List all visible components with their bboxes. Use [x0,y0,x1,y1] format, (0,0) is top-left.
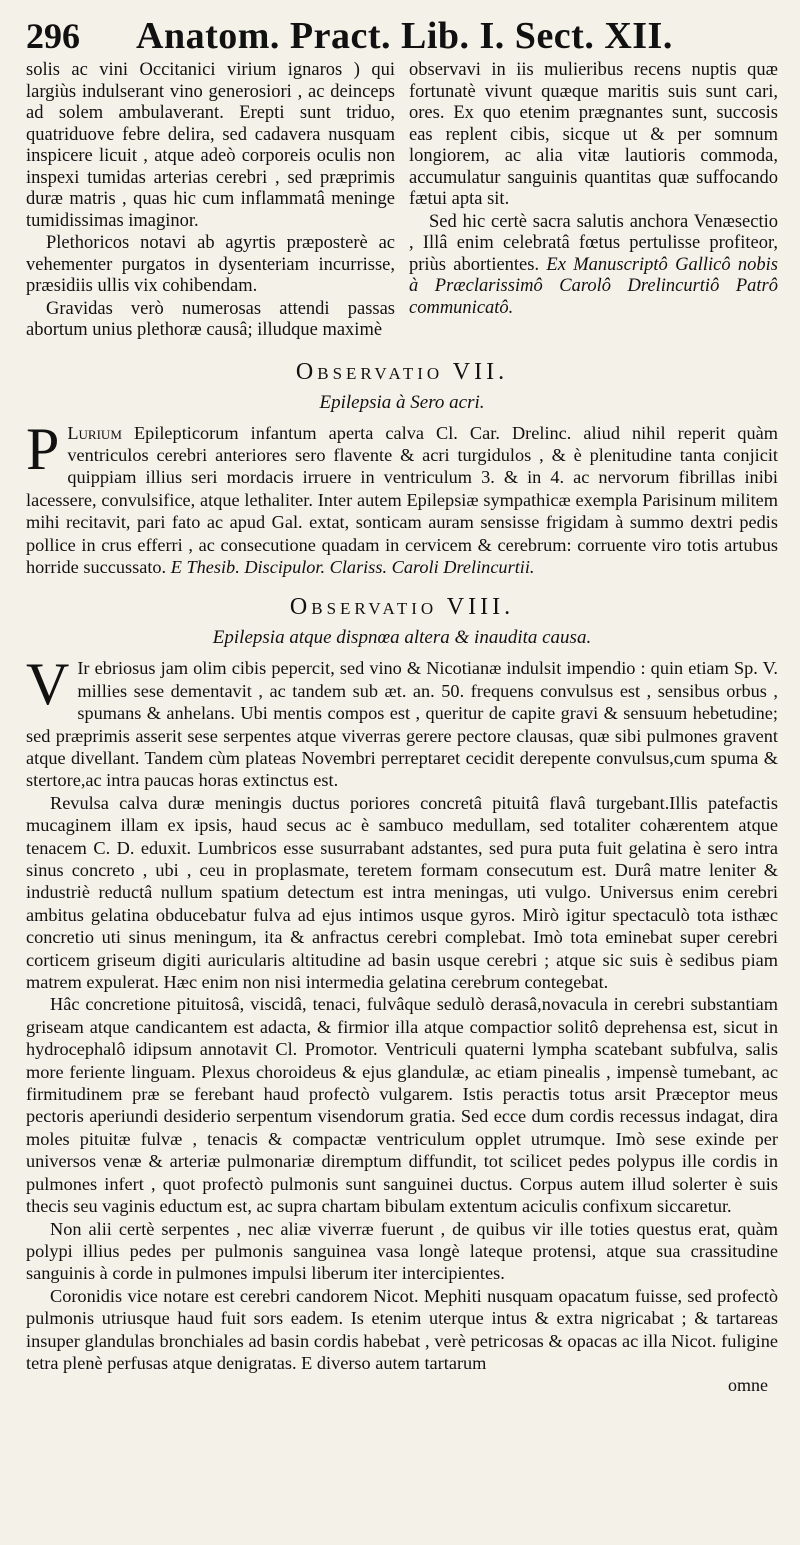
observation-8-heading: Observatio VIII. [289,594,515,621]
lead-word: Lurium [67,422,122,443]
page-number: 296 [26,16,80,56]
observation-8-paragraph: Revulsa calva duræ meningis ductus poriores concretâ pituitâ flavâ turgebant.Illis patefactis mucaginem illam ex ipsis, haud secus ac è sambuco medullam, sed totaliter cohærentem atque tenacem C. D. eduxit. Lumbricos esse susurrabant adstantes, sed pura puta fuit gelatina è sero intra sinus concreto , ubi , ceu in proplasmate, teretem formam consecutum est. Durâ matre leniter & industriè reductâ nullum spatium detectum est intra meningas, uti vulgo. Universus enim cerebri ambitus gelatina obducebatur fulva ad ejus intimos usque gyros. Mirò igitur spectaculò tota isthæc concretio uti sinus meningum, ita & anfractus cerebri complebat. Imò tota eminebat super cerebri corticem griseum digiti auricularis altitudine ad basin usque cerebri ; atque sic suis è sedibus piam matrem expulerat. Hæc enim non nisi intermedia gelatina cerebrum contegebat. [26,792,778,993]
observation-8-paragraph [26,651,778,791]
observation-7-heading: Observatio VII. [295,358,509,385]
source-attribution: Ex Manuscriptô Gallicô nobis à Præclarissimô Carolô Drelincurtiô Patrô communicatô. [409,254,778,318]
source-attribution: E Thesib. Discipulor. Clariss. Caroli Drelincurtii. [170,556,535,577]
observation-8-paragraph: Coronidis vice notare est cerebri candorem Nicot. Mephiti nusquam opacatum fuisse, sed profectò pulmonis utriusque haud fuit sors eadem. Is etenim uterque intus & extra nigricabat ; & tartareas insuper glandulas bronchiales ad basin cordis habebat , verè petricosas & opacas ac illa Nicot. fuligine tetra plenè perfusas atque denigratas. E diverso autem tartarum [26,1285,778,1373]
observation-8-paragraph: Hâc concretione pituitosâ, viscidâ, tenaci, fulvâque sedulò derasâ,novacula in cerebri substantiam griseam atque candicantem est adacta, & firmior illa atque compactior solitô deprehensa est, sicut in hydrocephalô idipsum annotavit Cl. Promotor. Ventriculi quaterni lympha scatebant subfulva, salis more feriente linguam. Plexus choroideus & ejus glandulæ, ac etiam pinealis , impensè tumebant, ac firmitudinem præ se ferebant haud profectò vulgarem. Istis peractis totus arsit Præceptor meus pectoris aperiundi desiderio serpentum visendorum gratia. Sed ecce dum cordis recessus indagat, dira moles pituitæ fulvæ , tenacis & compactæ ventriculum opplet utrumque. Imò sese exinde per universos venæ & arteriæ pulmonariæ diremptum diffundit, tot scilicet pedes polypus ille cordis in pulmones infert , quot profectò pulmonis sunt sanguinei ductus. Corpus autem illud solerter è suis thecis seu vaginis eductum est, ac supra chartam bibulam extentum aciculis confixum siccaretur. [26,994,778,1217]
running-head [26,0,778,57]
observation-8-body [26,651,778,1396]
drop-cap: V [26,651,70,718]
right-column [409,60,778,343]
observation-7-subtitle: Epilepsia à Sero acri. [319,391,485,413]
observation-7-body [26,415,779,579]
left-paragraph: Gravidas verò numerosas attendi passas abortum unius plethoræ causâ; illudque maximè [26,298,395,340]
catchword: omne [728,1375,768,1396]
left-paragraph: solis ac vini Occitanici virium ignaros ) qui largiùs indulserant vino generosiori , ac deinceps ad solem ambulaverant. Erepti sunt triduo, quatriduove febre delira, sed cadavera nusquam inspicere licuit , atque adeò corporeis oculis non inspexi tumidas arterias cerebri , sed præprimis duræ matris , quas hic cum inflammatâ meninge tumidissimas imaginor. [26,60,395,231]
right-paragraph [409,212,778,320]
right-paragraph-text: Sed hic certè sacra salutis anchora Venæsectio , Illâ enim celebratâ fœtus pertulisse profiteor, priùs abortientes. [409,211,778,275]
observation-8-paragraph: Non alii certè serpentes , nec aliæ viverræ fuerunt , de quibus vir ille toties questus erat, quàm polypi illius pedes per pulmonis sanguinea vasa longè lateque protensi, atque sua crassitudine sanguinis à corde in pulmones impulsi liberum iter intercipientes. [26,1218,778,1284]
running-title: Anatom. Pract. Lib. I. Sect. XII. [136,15,673,57]
left-column [26,60,395,343]
drop-cap: P [26,415,60,482]
paragraph-text: Epilepticorum infantum aperta calva Cl. Car. Drelinc. aliud nihil reperit quàm ventriculos cerebri anteriores sero flavente & acri turgidulos , & è plenitudine tanta conjicit quippiam illius seri mordacis irruere in ventriculum 3. & in 4. ac nervorum fibrillas inibi lacessere, convulsifice, atque lethaliter. Inter autem Epilepsiæ sympathicæ exempla Parisinum militem mihi recitavit, pari fato ac apud Gal. extat, sonticam auram sensisse frigidam à summo dextri pedis pollice in crus efferri , ac consecutione quadam in cervicem & cerebrum: corruente viro totis artubus horride succussato. [26,422,779,577]
observation-7-paragraph [26,415,779,579]
two-column-section [26,60,778,343]
left-paragraph: Plethoricos notavi ab agyrtis præposterè ac vehementer purgatos in dysenteriam incurrisse, præsidiis ullis vix cohibendam. [26,233,395,296]
right-paragraph: observavi in iis mulieribus recens nuptis quæ fortunatè vivunt quæque maritis suis sunt cari, ores. Ex quo etenim prægnantes sunt, succosis eas replent cibis, sicque ut & per somnum longiorem, ac alia vitæ lautioris commoda, accumulatur sanguinis quantitas quæ suffocando fætui apta sit. [409,60,778,209]
paragraph-text: Ir ebriosus jam olim cibis pepercit, sed vino & Nicotianæ indulsit impendio : quin etiam Sp. V. millies sese dementavit , ac tandem sub æt. an. 50. frequens convulsus est , sensibus orbus , spumans & anhelans. Ubi mentis compos est , queritur de capite gravi & sensuum hebetudine; sed præprimis asserit sese serpentes atque viverras gerere pectore clausas, quæ sibi pulmones gravent atque divellant. Tandem cùm plateas Novembri perreptaret cecidit derepente convulsus,cum spuma & stertore,ac intra paucas horas extinctus est. [26,658,778,791]
observation-8-subtitle: Epilepsia atque dispnœa altera & inaudita causa. [212,627,592,649]
